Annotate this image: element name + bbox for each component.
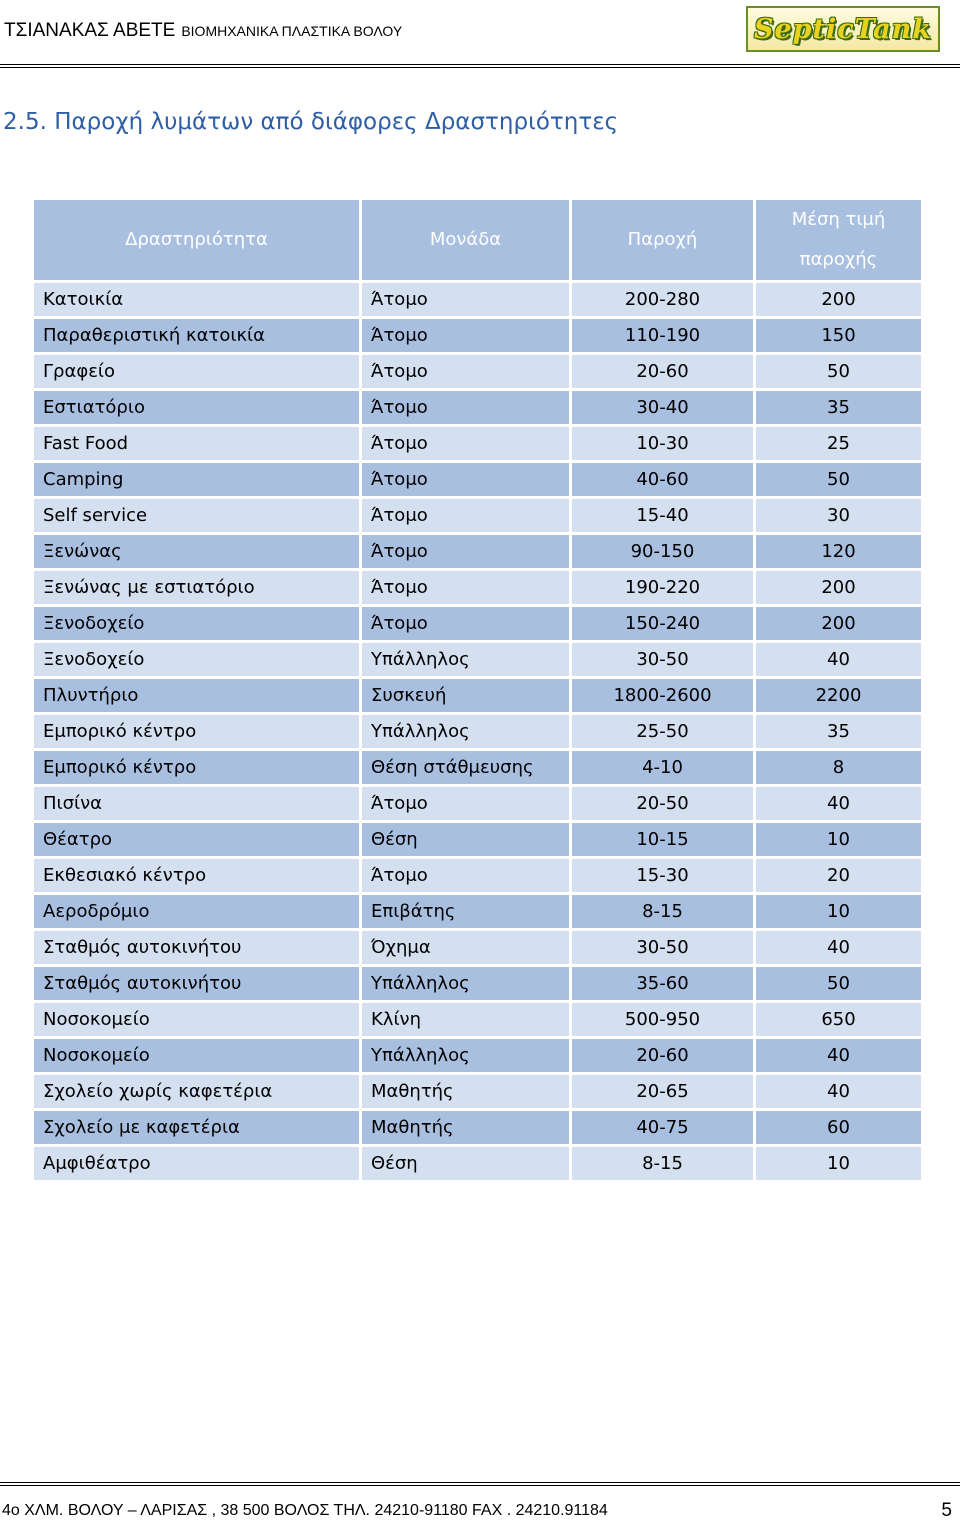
cell-mean-flow: 200 — [755, 606, 923, 642]
table-row — [33, 786, 923, 822]
cell-activity: Ξενοδοχείο — [33, 606, 361, 642]
cell-activity: Ξενώνας με εστιατόριο — [33, 570, 361, 606]
table-row — [33, 570, 923, 606]
table-row — [33, 462, 923, 498]
header-mean-flow: Μέση τιμή παροχής — [755, 199, 923, 282]
cell-mean-flow: 50 — [755, 462, 923, 498]
cell-unit: Άτομο — [361, 390, 571, 426]
section-title: 2.5. Παροχή λυμάτων από διάφορες Δραστηριότητες — [3, 109, 619, 135]
cell-mean-flow: 40 — [755, 786, 923, 822]
cell-activity: Σταθμός αυτοκινήτου — [33, 966, 361, 1002]
cell-activity: Πισίνα — [33, 786, 361, 822]
cell-flow: 20-60 — [571, 1038, 755, 1074]
table-row — [33, 642, 923, 678]
cell-activity: Σταθμός αυτοκινήτου — [33, 930, 361, 966]
cell-flow: 30-40 — [571, 390, 755, 426]
table-row — [33, 1038, 923, 1074]
cell-activity: Ξενώνας — [33, 534, 361, 570]
cell-mean-flow: 40 — [755, 930, 923, 966]
table-row — [33, 1110, 923, 1146]
cell-activity: Αεροδρόμιο — [33, 894, 361, 930]
table-header-row — [33, 199, 923, 282]
cell-mean-flow: 50 — [755, 354, 923, 390]
cell-unit: Υπάλληλος — [361, 642, 571, 678]
cell-flow: 30-50 — [571, 642, 755, 678]
table-row — [33, 966, 923, 1002]
cell-unit: Θέση — [361, 1146, 571, 1182]
table-row — [33, 858, 923, 894]
cell-unit: Άτομο — [361, 786, 571, 822]
cell-mean-flow: 25 — [755, 426, 923, 462]
cell-flow: 30-50 — [571, 930, 755, 966]
cell-unit: Υπάλληλος — [361, 714, 571, 750]
cell-activity: Αμφιθέατρο — [33, 1146, 361, 1182]
cell-flow: 190-220 — [571, 570, 755, 606]
cell-activity: Camping — [33, 462, 361, 498]
cell-unit: Υπάλληλος — [361, 1038, 571, 1074]
septic-tank-logo — [746, 6, 940, 52]
cell-flow: 4-10 — [571, 750, 755, 786]
company-subtitle: ΒΙΟΜΗΧΑΝΙΚΑ ΠΛΑΣΤΙΚΑ ΒΟΛΟΥ — [181, 23, 403, 39]
cell-flow: 35-60 — [571, 966, 755, 1002]
cell-mean-flow: 40 — [755, 1074, 923, 1110]
cell-flow: 20-50 — [571, 786, 755, 822]
cell-mean-flow: 30 — [755, 498, 923, 534]
cell-unit: Κλίνη — [361, 1002, 571, 1038]
cell-flow: 8-15 — [571, 894, 755, 930]
table-row — [33, 1074, 923, 1110]
page-number: 5 — [941, 1500, 952, 1521]
table-row — [33, 354, 923, 390]
table-row — [33, 318, 923, 354]
cell-unit: Άτομο — [361, 354, 571, 390]
table-row — [33, 1002, 923, 1038]
cell-activity: Σχολείο με καφετέρια — [33, 1110, 361, 1146]
cell-unit: Άτομο — [361, 534, 571, 570]
footer-divider — [0, 1482, 960, 1483]
table-row — [33, 390, 923, 426]
cell-unit: Όχημα — [361, 930, 571, 966]
cell-flow: 20-60 — [571, 354, 755, 390]
header-divider-secondary — [0, 67, 960, 68]
cell-mean-flow: 20 — [755, 858, 923, 894]
cell-unit: Συσκευή — [361, 678, 571, 714]
cell-unit: Άτομο — [361, 282, 571, 318]
footer-address: 4ο ΧΛΜ. ΒΟΛΟΥ – ΛΑΡΙΣΑΣ , 38 500 ΒΟΛΟΣ ΤΗΛ. 24210-91180 FAX . 24210.91184 — [2, 1502, 608, 1519]
table-row — [33, 678, 923, 714]
cell-mean-flow: 40 — [755, 642, 923, 678]
cell-mean-flow: 150 — [755, 318, 923, 354]
cell-activity: Πλυντήριο — [33, 678, 361, 714]
cell-flow: 25-50 — [571, 714, 755, 750]
cell-mean-flow: 8 — [755, 750, 923, 786]
header-activity: Δραστηριότητα — [33, 199, 361, 282]
cell-mean-flow: 40 — [755, 1038, 923, 1074]
header-unit: Μονάδα — [361, 199, 571, 282]
cell-unit: Άτομο — [361, 462, 571, 498]
cell-mean-flow: 10 — [755, 1146, 923, 1182]
cell-mean-flow: 120 — [755, 534, 923, 570]
cell-flow: 500-950 — [571, 1002, 755, 1038]
table-row — [33, 498, 923, 534]
table-row — [33, 930, 923, 966]
company-name — [4, 20, 402, 42]
cell-mean-flow: 2200 — [755, 678, 923, 714]
cell-mean-flow: 60 — [755, 1110, 923, 1146]
cell-activity: Self service — [33, 498, 361, 534]
cell-flow: 10-15 — [571, 822, 755, 858]
cell-flow: 40-75 — [571, 1110, 755, 1146]
cell-activity: Γραφείο — [33, 354, 361, 390]
cell-activity: Εμπορικό κέντρο — [33, 714, 361, 750]
cell-flow: 200-280 — [571, 282, 755, 318]
cell-activity: Νοσοκομείο — [33, 1038, 361, 1074]
cell-activity: Θέατρο — [33, 822, 361, 858]
cell-flow: 10-30 — [571, 426, 755, 462]
cell-mean-flow: 50 — [755, 966, 923, 1002]
cell-mean-flow: 10 — [755, 894, 923, 930]
cell-unit: Υπάλληλος — [361, 966, 571, 1002]
cell-unit: Άτομο — [361, 426, 571, 462]
cell-unit: Μαθητής — [361, 1074, 571, 1110]
cell-activity: Σχολείο χωρίς καφετέρια — [33, 1074, 361, 1110]
cell-flow: 90-150 — [571, 534, 755, 570]
table-row — [33, 282, 923, 318]
cell-flow: 150-240 — [571, 606, 755, 642]
logo-text: SepticTank — [753, 13, 933, 45]
page-header — [0, 0, 960, 64]
cell-flow: 40-60 — [571, 462, 755, 498]
cell-unit: Επιβάτης — [361, 894, 571, 930]
cell-unit: Άτομο — [361, 318, 571, 354]
cell-mean-flow: 200 — [755, 570, 923, 606]
table-row — [33, 1146, 923, 1182]
table-row — [33, 426, 923, 462]
cell-unit: Άτομο — [361, 606, 571, 642]
cell-flow: 110-190 — [571, 318, 755, 354]
table-row — [33, 894, 923, 930]
cell-unit: Θέση στάθμευσης — [361, 750, 571, 786]
cell-activity: Παραθεριστική κατοικία — [33, 318, 361, 354]
table-row — [33, 606, 923, 642]
cell-unit: Άτομο — [361, 570, 571, 606]
cell-flow: 15-40 — [571, 498, 755, 534]
header-flow: Παροχή — [571, 199, 755, 282]
cell-activity: Ξενοδοχείο — [33, 642, 361, 678]
cell-mean-flow: 10 — [755, 822, 923, 858]
wastewater-flow-table — [31, 197, 924, 1183]
footer-divider-secondary — [0, 1485, 960, 1486]
header-divider — [0, 64, 960, 65]
table-row — [33, 534, 923, 570]
company-main-name: ΤΣΙΑΝΑΚΑΣ ΑΒΕΤΕ — [4, 20, 176, 41]
table-body — [33, 282, 923, 1182]
cell-activity: Fast Food — [33, 426, 361, 462]
cell-activity: Κατοικία — [33, 282, 361, 318]
cell-unit: Άτομο — [361, 858, 571, 894]
table-row — [33, 750, 923, 786]
cell-flow: 20-65 — [571, 1074, 755, 1110]
cell-flow: 1800-2600 — [571, 678, 755, 714]
cell-mean-flow: 35 — [755, 390, 923, 426]
cell-unit: Θέση — [361, 822, 571, 858]
cell-flow: 8-15 — [571, 1146, 755, 1182]
table-row — [33, 714, 923, 750]
table-row — [33, 822, 923, 858]
cell-mean-flow: 200 — [755, 282, 923, 318]
cell-flow: 15-30 — [571, 858, 755, 894]
cell-activity: Εκθεσιακό κέντρο — [33, 858, 361, 894]
cell-activity: Εστιατόριο — [33, 390, 361, 426]
cell-unit: Άτομο — [361, 498, 571, 534]
cell-activity: Νοσοκομείο — [33, 1002, 361, 1038]
cell-mean-flow: 650 — [755, 1002, 923, 1038]
cell-activity: Εμπορικό κέντρο — [33, 750, 361, 786]
cell-unit: Μαθητής — [361, 1110, 571, 1146]
cell-mean-flow: 35 — [755, 714, 923, 750]
